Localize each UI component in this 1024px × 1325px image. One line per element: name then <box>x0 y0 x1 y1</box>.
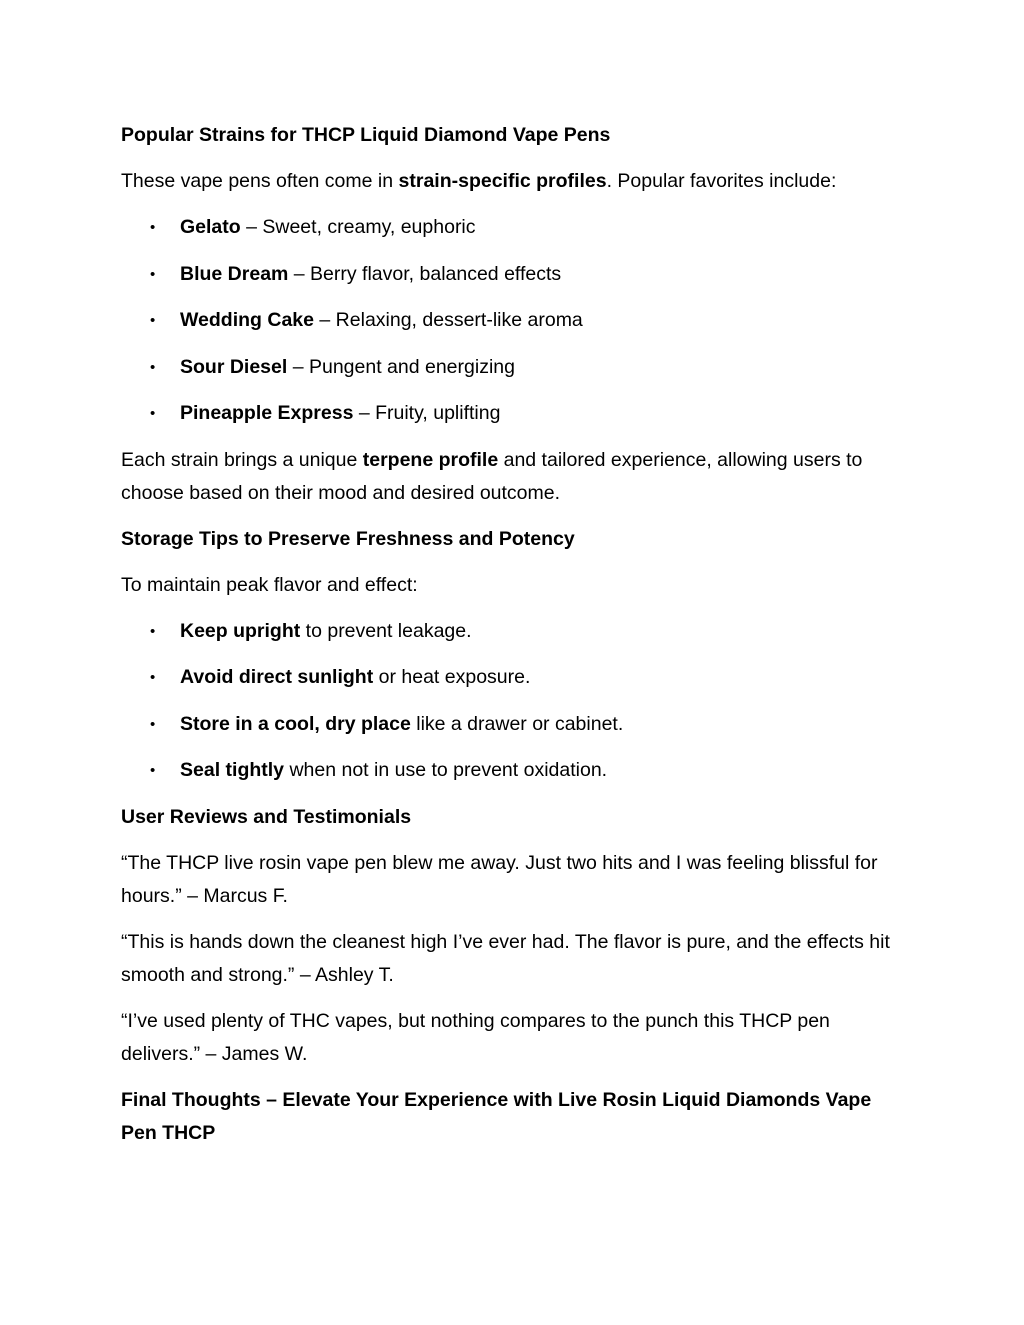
list-item <box>121 661 911 694</box>
review-quote: “I’ve used plenty of THC vapes, but nothing compares to the punch this THCP pen delivers.” – James W. <box>121 1009 830 1065</box>
strains-intro-pre: These vape pens often come in <box>121 170 399 192</box>
bullet-icon: • <box>150 265 156 283</box>
strains-outro <box>121 444 911 510</box>
bullet-icon: • <box>150 622 156 640</box>
strain-desc: – Pungent and energizing <box>287 355 515 378</box>
tip-text: to prevent leakage. <box>300 619 472 642</box>
list-item <box>121 397 911 430</box>
review-quote: “This is hands down the cleanest high I’ve ever had. The flavor is pure, and the effects hit smooth and strong.” – Ashley T. <box>121 930 890 986</box>
list-item <box>121 708 911 741</box>
bullet-icon: • <box>150 762 156 779</box>
storage-list <box>121 615 911 788</box>
list-item <box>121 754 911 787</box>
heading-storage-tips: Storage Tips to Preserve Freshness and Potency <box>121 527 575 550</box>
list-item <box>121 211 911 244</box>
tip-bold: Avoid direct sunlight <box>180 666 374 688</box>
list-item <box>121 615 911 648</box>
list-item <box>121 351 911 384</box>
strain-list <box>121 211 911 430</box>
strains-intro <box>121 165 911 198</box>
strain-desc: – Fruity, uplifting <box>353 402 501 424</box>
storage-intro: To maintain peak flavor and effect: <box>121 573 418 596</box>
strain-desc: – Relaxing, dessert-like aroma <box>314 309 583 331</box>
heading-popular-strains: Popular Strains for THCP Liquid Diamond Vape Pens <box>121 124 611 146</box>
bullet-icon: • <box>150 312 156 329</box>
bullet-icon: • <box>150 715 156 733</box>
strains-outro-bold: terpene profile <box>362 448 499 471</box>
strain-name: Gelato <box>180 216 241 238</box>
strain-desc: – Berry flavor, balanced effects <box>288 262 562 285</box>
tip-bold: Seal tightly <box>180 759 285 781</box>
tip-text: or heat exposure. <box>373 666 531 688</box>
strains-outro-post: and tailored experience, allowing users to choose based on their mood and desired outcome. <box>121 448 863 504</box>
strain-name: Pineapple Express <box>180 402 354 424</box>
tip-text: when not in use to prevent oxidation. <box>284 759 608 781</box>
strains-intro-post: . Popular favorites include: <box>606 170 837 192</box>
document-page <box>121 119 911 1163</box>
bullet-icon: • <box>150 669 156 686</box>
list-item <box>121 258 911 291</box>
strains-outro-pre: Each strain brings a unique <box>121 448 363 471</box>
tip-bold: Store in a cool, dry place <box>180 712 411 735</box>
list-item <box>121 304 911 337</box>
tip-bold: Keep upright <box>180 619 301 642</box>
strain-name: Wedding Cake <box>180 309 314 331</box>
review-quote: “The THCP live rosin vape pen blew me away. Just two hits and I was feeling blissful for hours.” – Marcus F. <box>121 851 878 907</box>
strain-desc: – Sweet, creamy, euphoric <box>240 216 476 238</box>
strain-name: Sour Diesel <box>180 355 288 378</box>
strain-name: Blue Dream <box>180 262 289 285</box>
bullet-icon: • <box>150 358 156 376</box>
tip-text: like a drawer or cabinet. <box>410 712 624 735</box>
strains-intro-bold: strain-specific profiles <box>398 170 607 192</box>
bullet-icon: • <box>150 405 156 422</box>
heading-final-thoughts: Final Thoughts – Elevate Your Experience with Live Rosin Liquid Diamonds Vape Pen THCP <box>121 1088 872 1144</box>
bullet-icon: • <box>150 219 156 236</box>
heading-user-reviews: User Reviews and Testimonials <box>121 805 412 828</box>
